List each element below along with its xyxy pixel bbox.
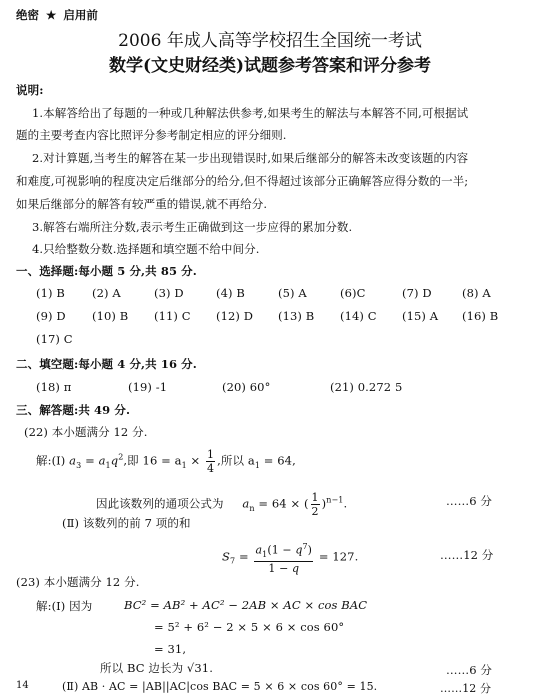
answer-item: (10) B — [92, 309, 129, 323]
score-mark: ……12 分 — [440, 682, 492, 695]
general-term-line: 因此该数列的通项公式为 $a_n = 64$ × ( $\frac{1}{2}$ )$^{n-1}$. — [96, 491, 348, 518]
note-line: 和难度,可视影响的程度决定后继部分的给分,但不得超过该部分正确解答应得分数的一半; — [16, 174, 469, 188]
score-mark: ……6 分 — [446, 494, 492, 508]
note-line: 题的主要考查内容比照评分参考制定相应的评分细则. — [16, 128, 287, 142]
score-mark: ……6 分 — [446, 663, 492, 677]
answer-item: (17) C — [36, 332, 73, 346]
exam-title: 2006 年成人高等学校招生全国统一考试 — [118, 31, 422, 51]
calc-line: = 31, — [154, 642, 187, 656]
solution-line: (Ⅱ) 该数列的前 7 项的和 — [62, 516, 191, 530]
section-heading: 一、选择题:每小题 5 分,共 85 分. — [16, 264, 197, 278]
fill-answer-item: (20) 60° — [222, 380, 271, 394]
sum-formula: $S_7$ = $\frac{a_1(1 - q^7)}{1 - q}$ = 127. — [222, 542, 359, 575]
note-line: 4.只给整数分数.选择题和填空题不给中间分. — [32, 242, 260, 256]
doc-subtitle: 数学(文史财经类)试题参考答案和评分参考 — [108, 56, 432, 76]
notes-heading: 说明: — [16, 83, 44, 97]
answer-item: (9) D — [36, 309, 66, 323]
fill-answer-item: (19) -1 — [128, 380, 168, 394]
answer-item: (7) D — [402, 286, 432, 300]
star-icon: ★ — [46, 8, 57, 22]
note-line: 3.解答右端所注分数,表示考生正确做到这一步应得的累加分数. — [32, 220, 353, 234]
page-number: 14 — [16, 680, 29, 691]
answer-item: (15) A — [402, 309, 439, 323]
answer-item: (2) A — [92, 286, 121, 300]
fill-answer-item: (21) 0.272 5 — [330, 380, 403, 394]
answer-item: (4) B — [216, 286, 245, 300]
fraction: $\frac{1}{4}$ — [207, 448, 215, 475]
note-line: 1.本解答给出了每题的一种或几种解法供参考,如果考生的解法与本解答不同,可根据试 — [32, 106, 469, 120]
conclusion-line: 所以 BC 边长为 √31. — [100, 661, 213, 675]
question-heading: (22) 本小题满分 12 分. — [24, 425, 148, 439]
answer-item: (8) A — [462, 286, 491, 300]
question-heading: (23) 本小题满分 12 分. — [16, 575, 140, 589]
answer-item: (14) C — [340, 309, 377, 323]
answer-item: (6)C — [340, 286, 366, 300]
solution-label: 解:(Ⅰ) 因为 — [36, 599, 93, 613]
law-of-cosines-line: BC² = AB² + AC² − 2AB × AC × cos BAC — [124, 598, 368, 612]
answer-item: (11) C — [154, 309, 191, 323]
answer-item: (16) B — [462, 309, 499, 323]
answer-item: (13) B — [278, 309, 315, 323]
calc-line: = 5² + 6² − 2 × 5 × 6 × cos 60° — [154, 620, 345, 634]
answer-item: (1) B — [36, 286, 65, 300]
section-heading: 三、解答题:共 49 分. — [16, 403, 131, 417]
section-heading: 二、填空题:每小题 4 分,共 16 分. — [16, 357, 197, 371]
score-mark: ……12 分 — [440, 548, 494, 562]
answer-item: (5) A — [278, 286, 307, 300]
answer-item: (3) D — [154, 286, 184, 300]
fill-answer-item: (18) π — [36, 380, 72, 394]
solution-line: (Ⅱ) AB · AC = |AB||AC|cos BAC = 5 × 6 × cos 60° = 15. — [62, 680, 378, 693]
note-line: 2.对计算题,当考生的解答在某一步出现错误时,如果后继部分的解答未改变该题的内容 — [32, 151, 469, 165]
note-line: 如果后继部分的解答有较严重的错误,就不再给分. — [16, 197, 268, 211]
solution-line: 解:(Ⅰ) $a_3 = a_1q^2$,即 $16 = a_1$ × $\frac{1}{4}$ ,所以 $a_1 = 64$, — [36, 448, 296, 475]
answer-item: (12) D — [216, 309, 254, 323]
confidential-label: 绝密 ★ 启用前 — [16, 8, 98, 22]
